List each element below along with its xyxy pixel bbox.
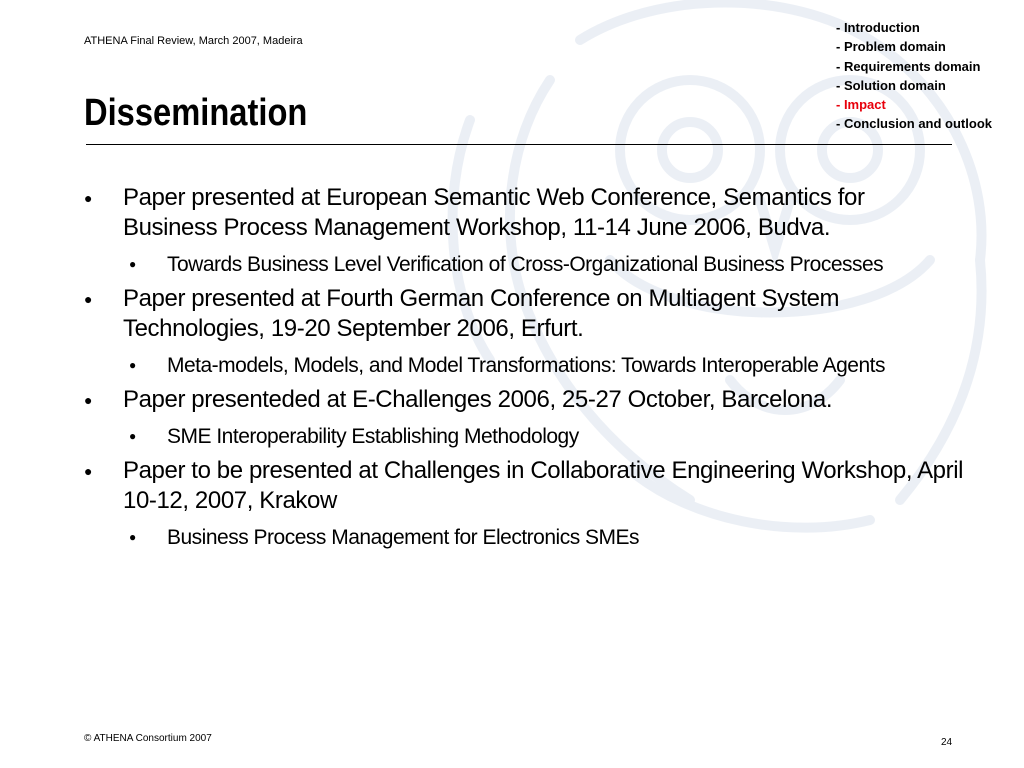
- sub-bullet-item: [129, 524, 964, 551]
- nav-item-impact: - Impact: [836, 97, 886, 113]
- presentation-header-note: ATHENA Final Review, March 2007, Madeira: [84, 35, 303, 47]
- bullet-icon: ●: [129, 257, 136, 271]
- bullet-text: Paper to be presented at Challenges in Collaborative Engineering Workshop, April 10-12, 2007, Krakow: [123, 457, 964, 514]
- bullet-item: [84, 385, 964, 415]
- sub-bullet-text: Meta-models, Models, and Model Transformations: Towards Interoperable Agents: [167, 354, 885, 377]
- bullet-icon: ●: [129, 358, 136, 372]
- bullet-icon: ●: [84, 291, 93, 307]
- bullet-icon: ●: [84, 392, 93, 408]
- sub-bullet-text: SME Interoperability Establishing Methodology: [167, 425, 579, 448]
- title-divider: [86, 144, 952, 145]
- bullet-icon: ●: [129, 530, 136, 544]
- bullet-item: [84, 183, 964, 243]
- bullet-text: Paper presenteded at E-Challenges 2006, 25-27 October, Barcelona.: [123, 386, 833, 413]
- bullet-text: Paper presented at European Semantic Web Conference, Semantics for Business Process Management Workshop, 11-14 June 2006, Budva.: [123, 184, 865, 241]
- nav-item-requirements-domain: - Requirements domain: [836, 58, 981, 74]
- sub-bullet-item: [129, 251, 964, 278]
- section-nav: [836, 18, 992, 134]
- nav-item-introduction: - Introduction: [836, 20, 920, 35]
- sub-bullet-text: Business Process Management for Electronics SMEs: [167, 526, 640, 549]
- bullet-list: [84, 183, 964, 551]
- bullet-icon: ●: [84, 463, 93, 479]
- sub-bullet-item: [129, 423, 964, 450]
- nav-item-conclusion-and-outlook: - Conclusion and outlook: [836, 116, 992, 132]
- bullet-icon: ●: [129, 429, 136, 443]
- bullet-item: [84, 284, 964, 344]
- sub-bullet-text: Towards Business Level Verification of Cross-Organizational Business Processes: [167, 253, 884, 276]
- bullet-icon: ●: [84, 190, 93, 206]
- sub-bullet-item: [129, 352, 964, 379]
- slide-title: Dissemination: [84, 92, 308, 134]
- page-number: 24: [941, 737, 953, 748]
- copyright-footer: © ATHENA Consortium 2007: [84, 733, 212, 744]
- bullet-text: Paper presented at Fourth German Conference on Multiagent System Technologies, 19-20 September 2006, Erfurt.: [123, 285, 840, 342]
- nav-item-problem-domain: - Problem domain: [836, 39, 946, 55]
- bullet-item: [84, 456, 964, 516]
- nav-item-solution-domain: - Solution domain: [836, 77, 946, 93]
